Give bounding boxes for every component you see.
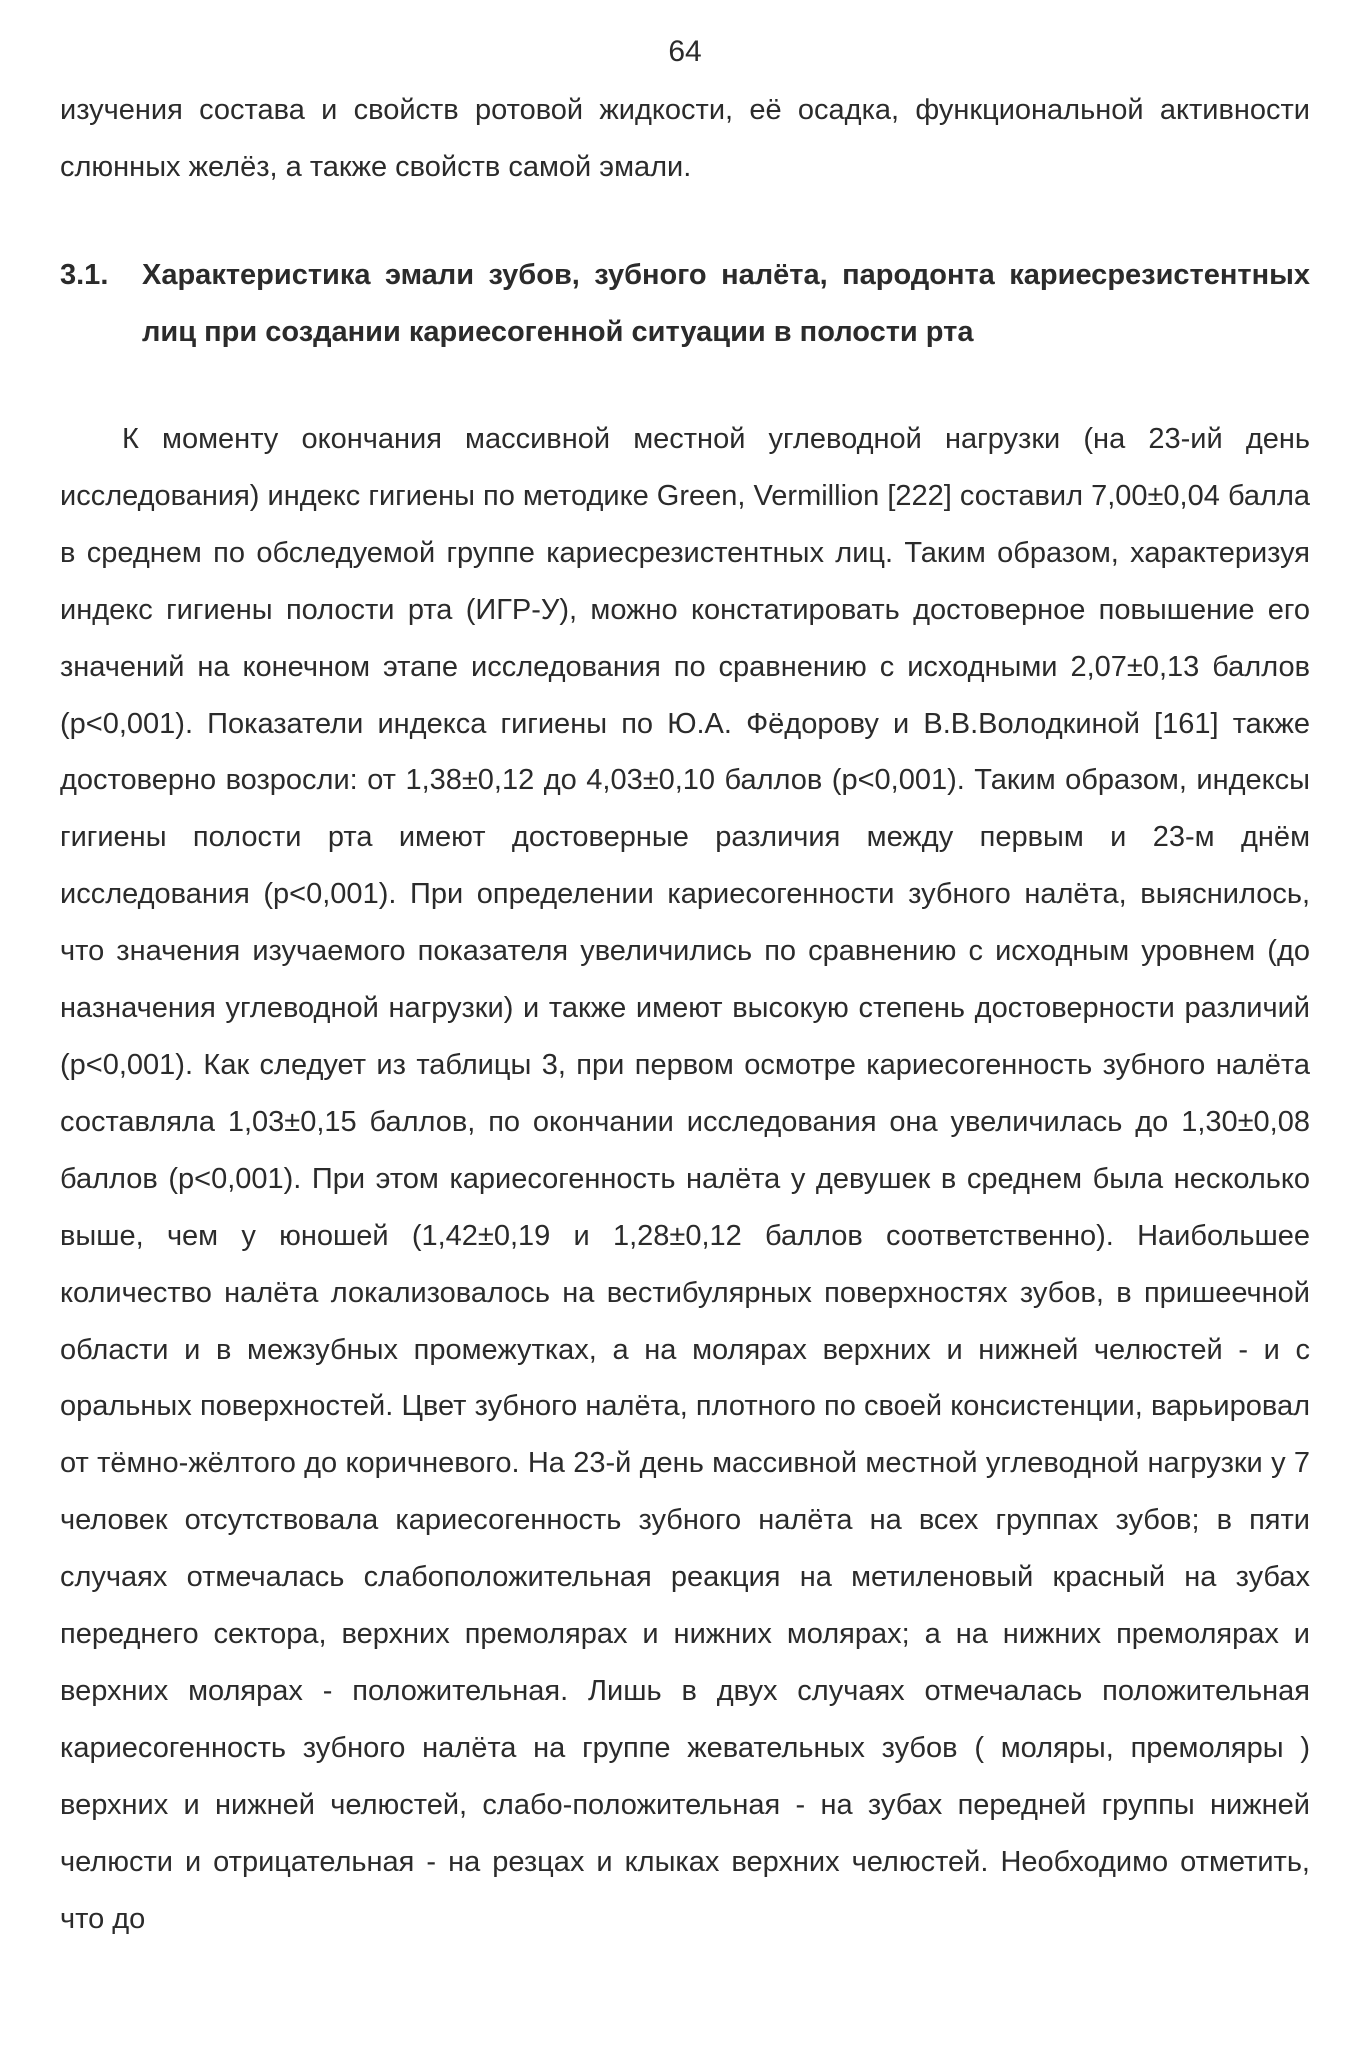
section-title: Характеристика эмали зубов, зубного налёта, пародонта кариесрезистентных лиц при создании кариесогенной ситуации в полости рта [142, 259, 1310, 348]
body-paragraph: К моменту окончания массивной местной углеводной нагрузки (на 23-ий день исследования) индекс гигиены по методике Green, Vermillion [222] составил 7,00±0,04 балла в среднем по обследуемой группе кариесрезистентных лиц. Таким образом, характеризуя индекс гигиены полости рта (ИГР-У), можно констатировать достоверное повышение его значений на конечном этапе исследования по сравнению с исходными 2,07±0,13 баллов (p<0,001). Показатели индекса гигиены по Ю.А. Фёдорову и В.В.Володкиной [161] также достоверно возросли: от 1,38±0,12 до 4,03±0,10 баллов (p<0,001). Таким образом, индексы гигиены полости рта имеют достоверные различия между первым и 23-м днём исследования (p<0,001). При определении кариесогенности зубного налёта, выяснилось, что значения изучаемого показателя увеличились по сравнению с исходным уровнем (до назначения углеводной нагрузки) и также имеют высокую степень достоверности различий (p<0,001). Как следует из таблицы 3, при первом осмотре кариесогенность зубного налёта составляла 1,03±0,15 баллов, по окончании исследования она увеличилась до 1,30±0,08 баллов (p<0,001). При этом кариесогенность налёта у девушек в среднем была несколько выше, чем у юношей (1,42±0,19 и 1,28±0,12 баллов соответственно). Наибольшее количество налёта локализовалось на вестибулярных поверхностях зубов, в пришеечной области и в межзубных промежутках, а на молярах верхних и нижней челюстей - и с оральных поверхностей. Цвет зубного налёта, плотного по своей консистенции, варьировал от тёмно-жёлтого до коричневого. На 23-й день массивной местной углеводной нагрузки у 7 человек отсутствовала кариесогенность зубного налёта на всех группах зубов; в пяти случаях отмечалась слабоположительная реакция на метиленовый красный на зубах переднего сектора, верхних премолярах и нижних молярах; а на нижних премолярах и верхних молярах - положительная. Лишь в двух случаях отмечалась положительная кариесогенность зубного налёта на группе жевательных зубов ( моляры, премоляры ) верхних и нижней челюстей, слабо-положительная - на зубах передней группы нижней челюсти и отрицательная - на резцах и клыках верхних челюстей. Необходимо отметить, что до [60, 423, 1310, 1935]
section-heading [60, 247, 1310, 361]
intro-paragraph: изучения состава и свойств ротовой жидкости, её осадка, функциональной активности слюнных желёз, а также свойств самой эмали. [60, 94, 1310, 183]
page-number: 64 [668, 35, 702, 68]
section-number: 3.1. [60, 259, 109, 291]
